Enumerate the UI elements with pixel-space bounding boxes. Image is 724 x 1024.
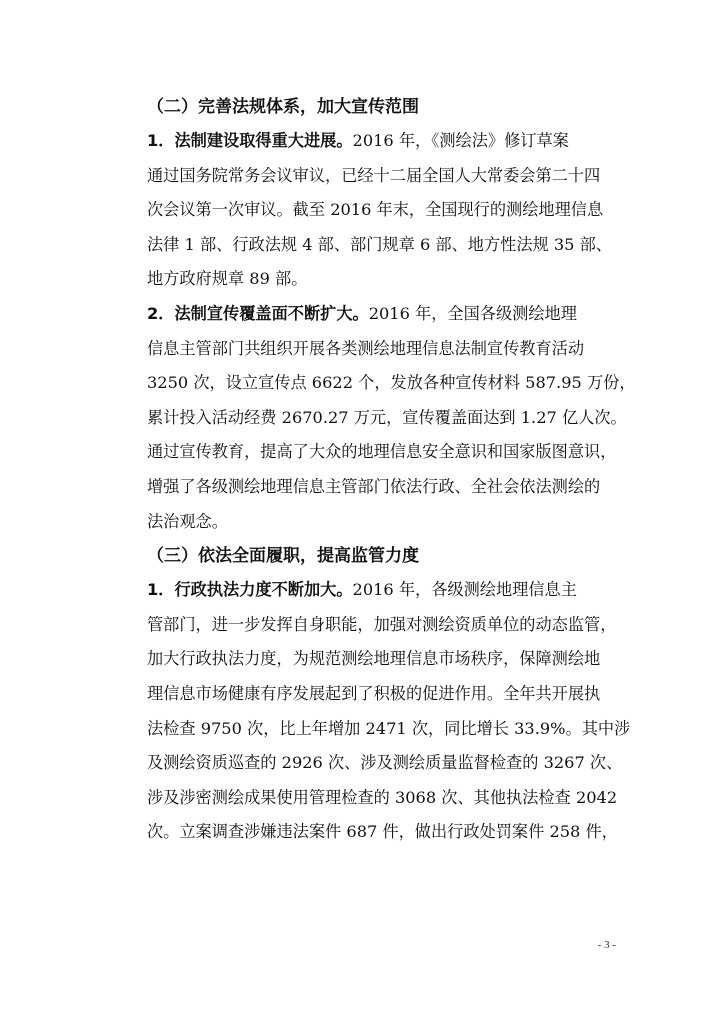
section-heading-3: （三）依法全面履职，提高监管力度 <box>147 546 419 567</box>
paragraph-line: 通过宣传教育，提高了大众的地理信息安全意识和国家版图意识， <box>147 442 617 462</box>
paragraph-line: 信息主管部门共组织开展各类测绘地理信息法制宣传教育活动 <box>147 338 585 358</box>
paragraph-lead: 1．行政执法力度不断加大。 <box>147 580 353 600</box>
paragraph-line: 次会议第一次审议。截至 2016 年末，全国现行的测绘地理信息 <box>147 200 604 220</box>
document-body <box>113 90 636 850</box>
paragraph-line: 增强了各级测绘地理信息主管部门依法行政、全社会依法测绘的 <box>147 476 601 496</box>
page-number: - 3 - <box>597 939 616 951</box>
paragraph-law-enforcement <box>113 573 631 850</box>
section-heading-2: （二）完善法规体系，加大宣传范围 <box>147 97 419 117</box>
paragraph-line: 及测绘资质巡查的 2926 次、涉及测绘质量监督检查的 3267 次、 <box>147 753 623 773</box>
paragraph-line: 管部门，进一步发挥自身职能，加强对测绘资质单位的动态监管， <box>147 614 617 634</box>
paragraph-line: 法治观念。 <box>147 511 228 531</box>
paragraph-line: 2016 年，《测绘法》修订草案 <box>352 131 569 150</box>
paragraph-line: 2016 年，全国各级测绘地理 <box>368 303 577 323</box>
paragraph-lead: 1．法制建设取得重大进展。 <box>147 131 353 150</box>
paragraph-line: 法律 1 部、行政法规 4 部、部门规章 6 部、地方性法规 35 部、 <box>147 234 612 254</box>
paragraph-line: 地方政府规章 89 部。 <box>147 269 308 289</box>
paragraph-legal-publicity <box>113 297 636 539</box>
paragraph-line: 涉及涉密测绘成果使用管理检查的 3068 次、其他执法检查 2042 <box>147 787 618 807</box>
paragraph-line: 加大行政执法力度，为规范测绘地理信息市场秩序，保障测绘地 <box>147 649 601 669</box>
paragraph-line: 2016 年，各级测绘地理信息主 <box>352 580 577 600</box>
paragraph-legal-construction <box>113 124 618 297</box>
paragraph-line: 法检查 9750 次，比上年增加 2471 次，同比增长 33.9%。其中涉 <box>147 718 631 738</box>
paragraph-line: 累计投入活动经费 2670.27 万元，宣传覆盖面达到 1.27 亿人次。 <box>147 407 627 427</box>
paragraph-line: 通过国务院常务会议审议，已经十二届全国人大常委会第二十四 <box>147 165 601 185</box>
paragraph-line: 次。立案调查涉嫌违法案件 687 件，做出行政处罚案件 258 件， <box>147 822 618 842</box>
paragraph-line: 3250 次，设立宣传点 6622 个，发放各种宣传材料 587.95 万份， <box>147 373 636 393</box>
paragraph-line: 理信息市场健康有序发展起到了积极的促进作用。全年共开展执 <box>147 683 601 703</box>
paragraph-lead: 2．法制宣传覆盖面不断扩大。 <box>147 303 369 323</box>
